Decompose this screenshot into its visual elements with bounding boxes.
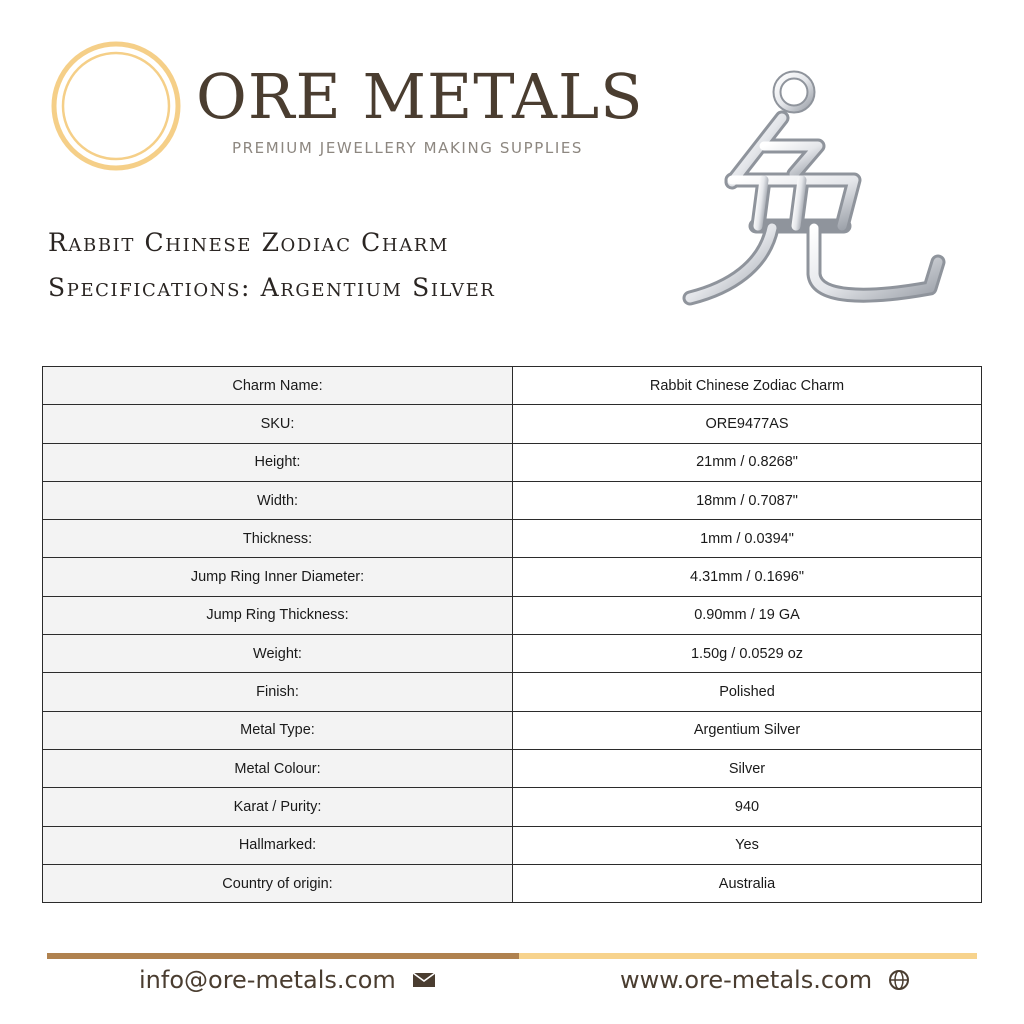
globe-icon: [888, 969, 910, 991]
spec-label: Height:: [43, 443, 513, 481]
footer-bar-brown: [47, 953, 519, 959]
spec-value: ORE9477AS: [513, 405, 982, 443]
spec-value: 940: [513, 788, 982, 826]
envelope-icon: [412, 972, 436, 988]
rabbit-zodiac-charm-icon: [672, 62, 954, 322]
spec-value: Yes: [513, 826, 982, 864]
spec-row: [43, 673, 982, 711]
spec-label: SKU:: [43, 405, 513, 443]
spec-row: [43, 749, 982, 787]
spec-value: Argentium Silver: [513, 711, 982, 749]
spec-row: [43, 443, 982, 481]
spec-row: [43, 826, 982, 864]
spec-row: [43, 405, 982, 443]
spec-value: 1.50g / 0.0529 oz: [513, 635, 982, 673]
spec-value: Rabbit Chinese Zodiac Charm: [513, 367, 982, 405]
spec-label: Jump Ring Inner Diameter:: [43, 558, 513, 596]
spec-label: Karat / Purity:: [43, 788, 513, 826]
contact-website[interactable]: [620, 963, 910, 997]
email-text[interactable]: info@ore-metals.com: [139, 966, 396, 994]
spec-row: [43, 864, 982, 902]
brand-name: ORE METALS: [196, 60, 644, 133]
spec-row: [43, 367, 982, 405]
spec-label: Hallmarked:: [43, 826, 513, 864]
brand-tagline: PREMIUM JEWELLERY MAKING SUPPLIES: [232, 139, 584, 157]
contact-email[interactable]: [139, 963, 436, 997]
spec-value: 1mm / 0.0394": [513, 520, 982, 558]
website-text[interactable]: www.ore-metals.com: [620, 966, 873, 994]
product-title: Rabbit Chinese Zodiac Charm: [48, 228, 449, 257]
spec-row: [43, 596, 982, 634]
spec-row: [43, 520, 982, 558]
spec-value: 0.90mm / 19 GA: [513, 596, 982, 634]
spec-row: [43, 635, 982, 673]
spec-value: 18mm / 0.7087": [513, 481, 982, 519]
spec-row: [43, 711, 982, 749]
spec-label: Metal Colour:: [43, 749, 513, 787]
spec-value: Polished: [513, 673, 982, 711]
spec-row: [43, 481, 982, 519]
footer-bar-gold: [519, 953, 977, 959]
spec-label: Weight:: [43, 635, 513, 673]
spec-row: [43, 788, 982, 826]
spec-value: 4.31mm / 0.1696": [513, 558, 982, 596]
logo-ring-icon: [50, 40, 182, 172]
product-subtitle: Specifications: Argentium Silver: [48, 273, 496, 302]
spec-value: Silver: [513, 749, 982, 787]
spec-value: 21mm / 0.8268": [513, 443, 982, 481]
specifications-table: [42, 366, 982, 903]
spec-label: Thickness:: [43, 520, 513, 558]
spec-label: Jump Ring Thickness:: [43, 596, 513, 634]
spec-label: Country of origin:: [43, 864, 513, 902]
spec-label: Charm Name:: [43, 367, 513, 405]
spec-label: Width:: [43, 481, 513, 519]
spec-label: Finish:: [43, 673, 513, 711]
spec-value: Australia: [513, 864, 982, 902]
spec-label: Metal Type:: [43, 711, 513, 749]
spec-row: [43, 558, 982, 596]
